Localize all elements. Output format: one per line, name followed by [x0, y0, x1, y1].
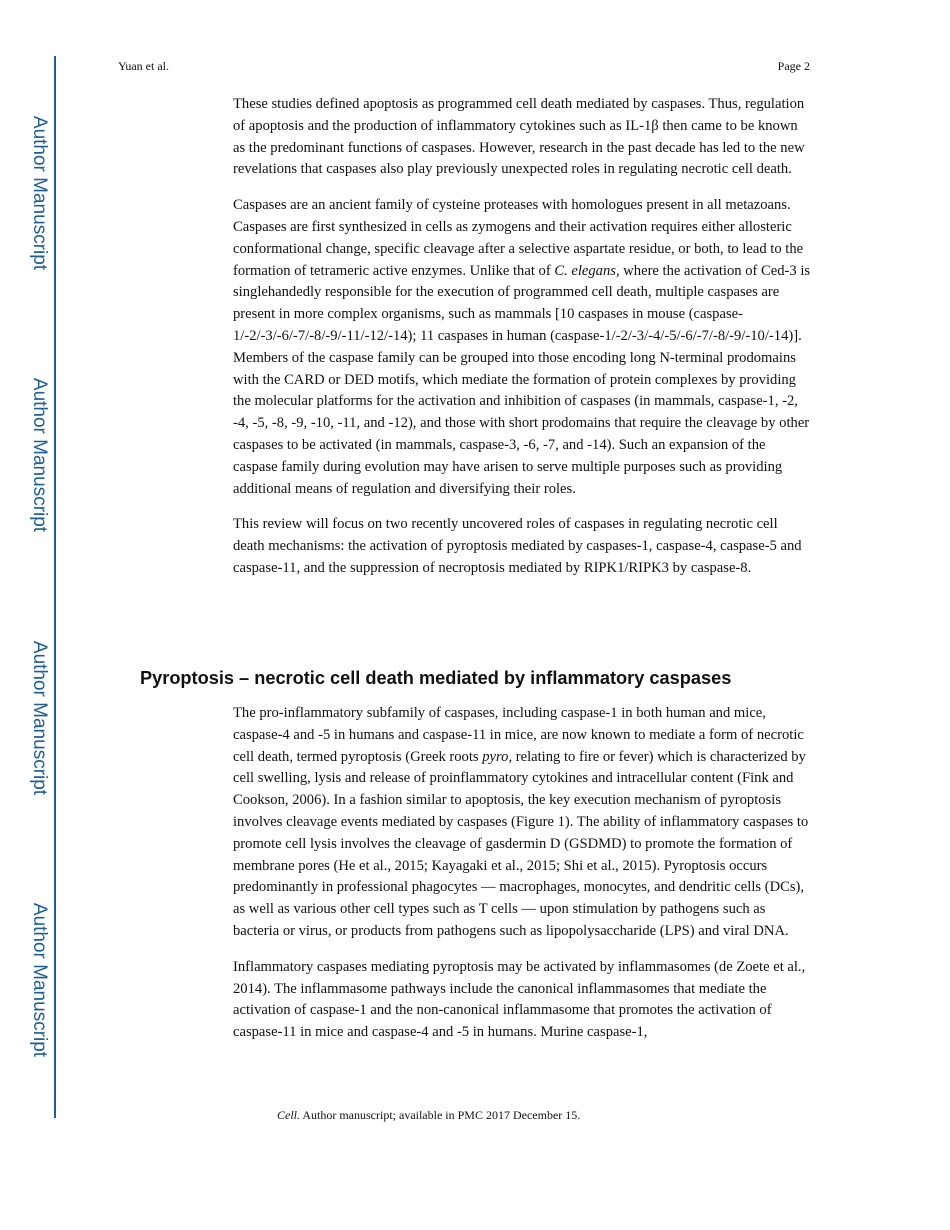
running-header-authors: Yuan et al.: [118, 59, 169, 73]
intro-text: [233, 94, 811, 594]
journal-name: Cell.: [277, 1108, 300, 1122]
sidebar-rule: [54, 56, 56, 1118]
footer-citation: [277, 1108, 580, 1123]
section-heading-pyroptosis: Pyroptosis – necrotic cell death mediated by inflammatory caspases: [140, 668, 732, 688]
paragraph-caspase-family: Caspases are an ancient family of cysteine proteases with homologues present in all metazoans. Caspases are first synthesized in cells as zymogens and their activation requires either allosteric conformational change, specific cleavage after a selective aspartate residue, or both, to lead to the formation of tetrameric active enzymes. Unlike that of C. elegans, where the activation of Ced-3 is singlehandedly responsible for the execution of programmed cell death, multiple caspases are present in more complex organisms, such as mammals [10 caspases in mouse (caspase-1/-2/-3/-6/-7/-8/-9/-11/-12/-14); 11 caspases in human (caspase-1/-2/-3/-4/-5/-6/-7/-8/-9/-10/-14)]. Members of the caspase family can be grouped into those encoding long N-terminal prodomains with the CARD or DED motifs, which mediate the formation of protein complexes by providing the molecular platforms for the activation and inhibition of caspases (in mammals, caspase-1, -2, -4, -5, -8, -9, -10, -11, and -12), and those with short prodomains that require the cleavage by other caspases to be activated (in mammals, caspase-3, -6, -7, and -14). Such an expansion of the caspase family during evolution may have arisen to serve multiple purposes such as providing additional means of regulation and diversifying their roles.: [233, 197, 811, 497]
pyroptosis-text: [233, 703, 811, 1058]
paragraph-review-focus: This review will focus on two recently uncovered roles of caspases in regulating necrotic cell death mechanisms: the activation of pyroptosis mediated by caspases-1, caspase-4, caspase-5 and caspase-11, and the suppression of necroptosis mediated by RIPK1/RIPK3 by caspase-8.: [233, 516, 802, 576]
paragraph-inflammasomes: Inflammatory caspases mediating pyroptosis may be activated by inflammasomes (de Zoete et al., 2014). The inflammasome pathways include the canonical inflammasomes that mediate the activation of caspase-1 and the non-canonical inflammasome that promotes the activation of caspase-11 in mice and caspase-4 and -5 in humans. Murine caspase-1,: [233, 958, 806, 1041]
paragraph-pyroptosis-overview: The pro-inflammatory subfamily of caspases, including caspase-1 in both human and mice, caspase-4 and -5 in humans and caspase-11 in mice, are now known to mediate a form of necrotic cell death, termed pyroptosis (Greek roots pyro, relating to fire or fever) which is characterized by cell swelling, lysis and release of proinflammatory cytokines and intracellular content (Fink and Cookson, 2006). In a fashion similar to apoptosis, the key execution mechanism of pyroptosis involves cleavage events mediated by caspases (Figure 1). The ability of inflammatory caspases to promote cell lysis involves the cleavage of gasdermin D (GSDMD) to promote the formation of membrane pores (He et al., 2015; Kayagaki et al., 2015; Shi et al., 2015). Pyroptosis occurs predominantly in professional phagocytes — macrophages, monocytes, and dendritic cells (DCs), as well as various other cell types such as T cells — upon stimulation by pathogens such as bacteria or virus, or products from pathogens such as lipopolysaccharide (LPS) and viral DNA.: [233, 705, 809, 939]
footer-note: Author manuscript; available in PMC 2017 December 15.: [300, 1108, 581, 1122]
greek-root: pyro: [482, 748, 509, 765]
species-name: C. elegans,: [554, 262, 620, 279]
page-number: Page 2: [777, 59, 810, 73]
paragraph-apoptosis-definition: These studies defined apoptosis as programmed cell death mediated by caspases. Thus, regulation of apoptosis and the production of inflammatory cytokines such as IL-1β then came to be known as the predominant functions of caspases. However, research in the past decade has led to the new revelations that caspases also play previously unexpected roles in regulating necrotic cell death.: [233, 96, 805, 178]
